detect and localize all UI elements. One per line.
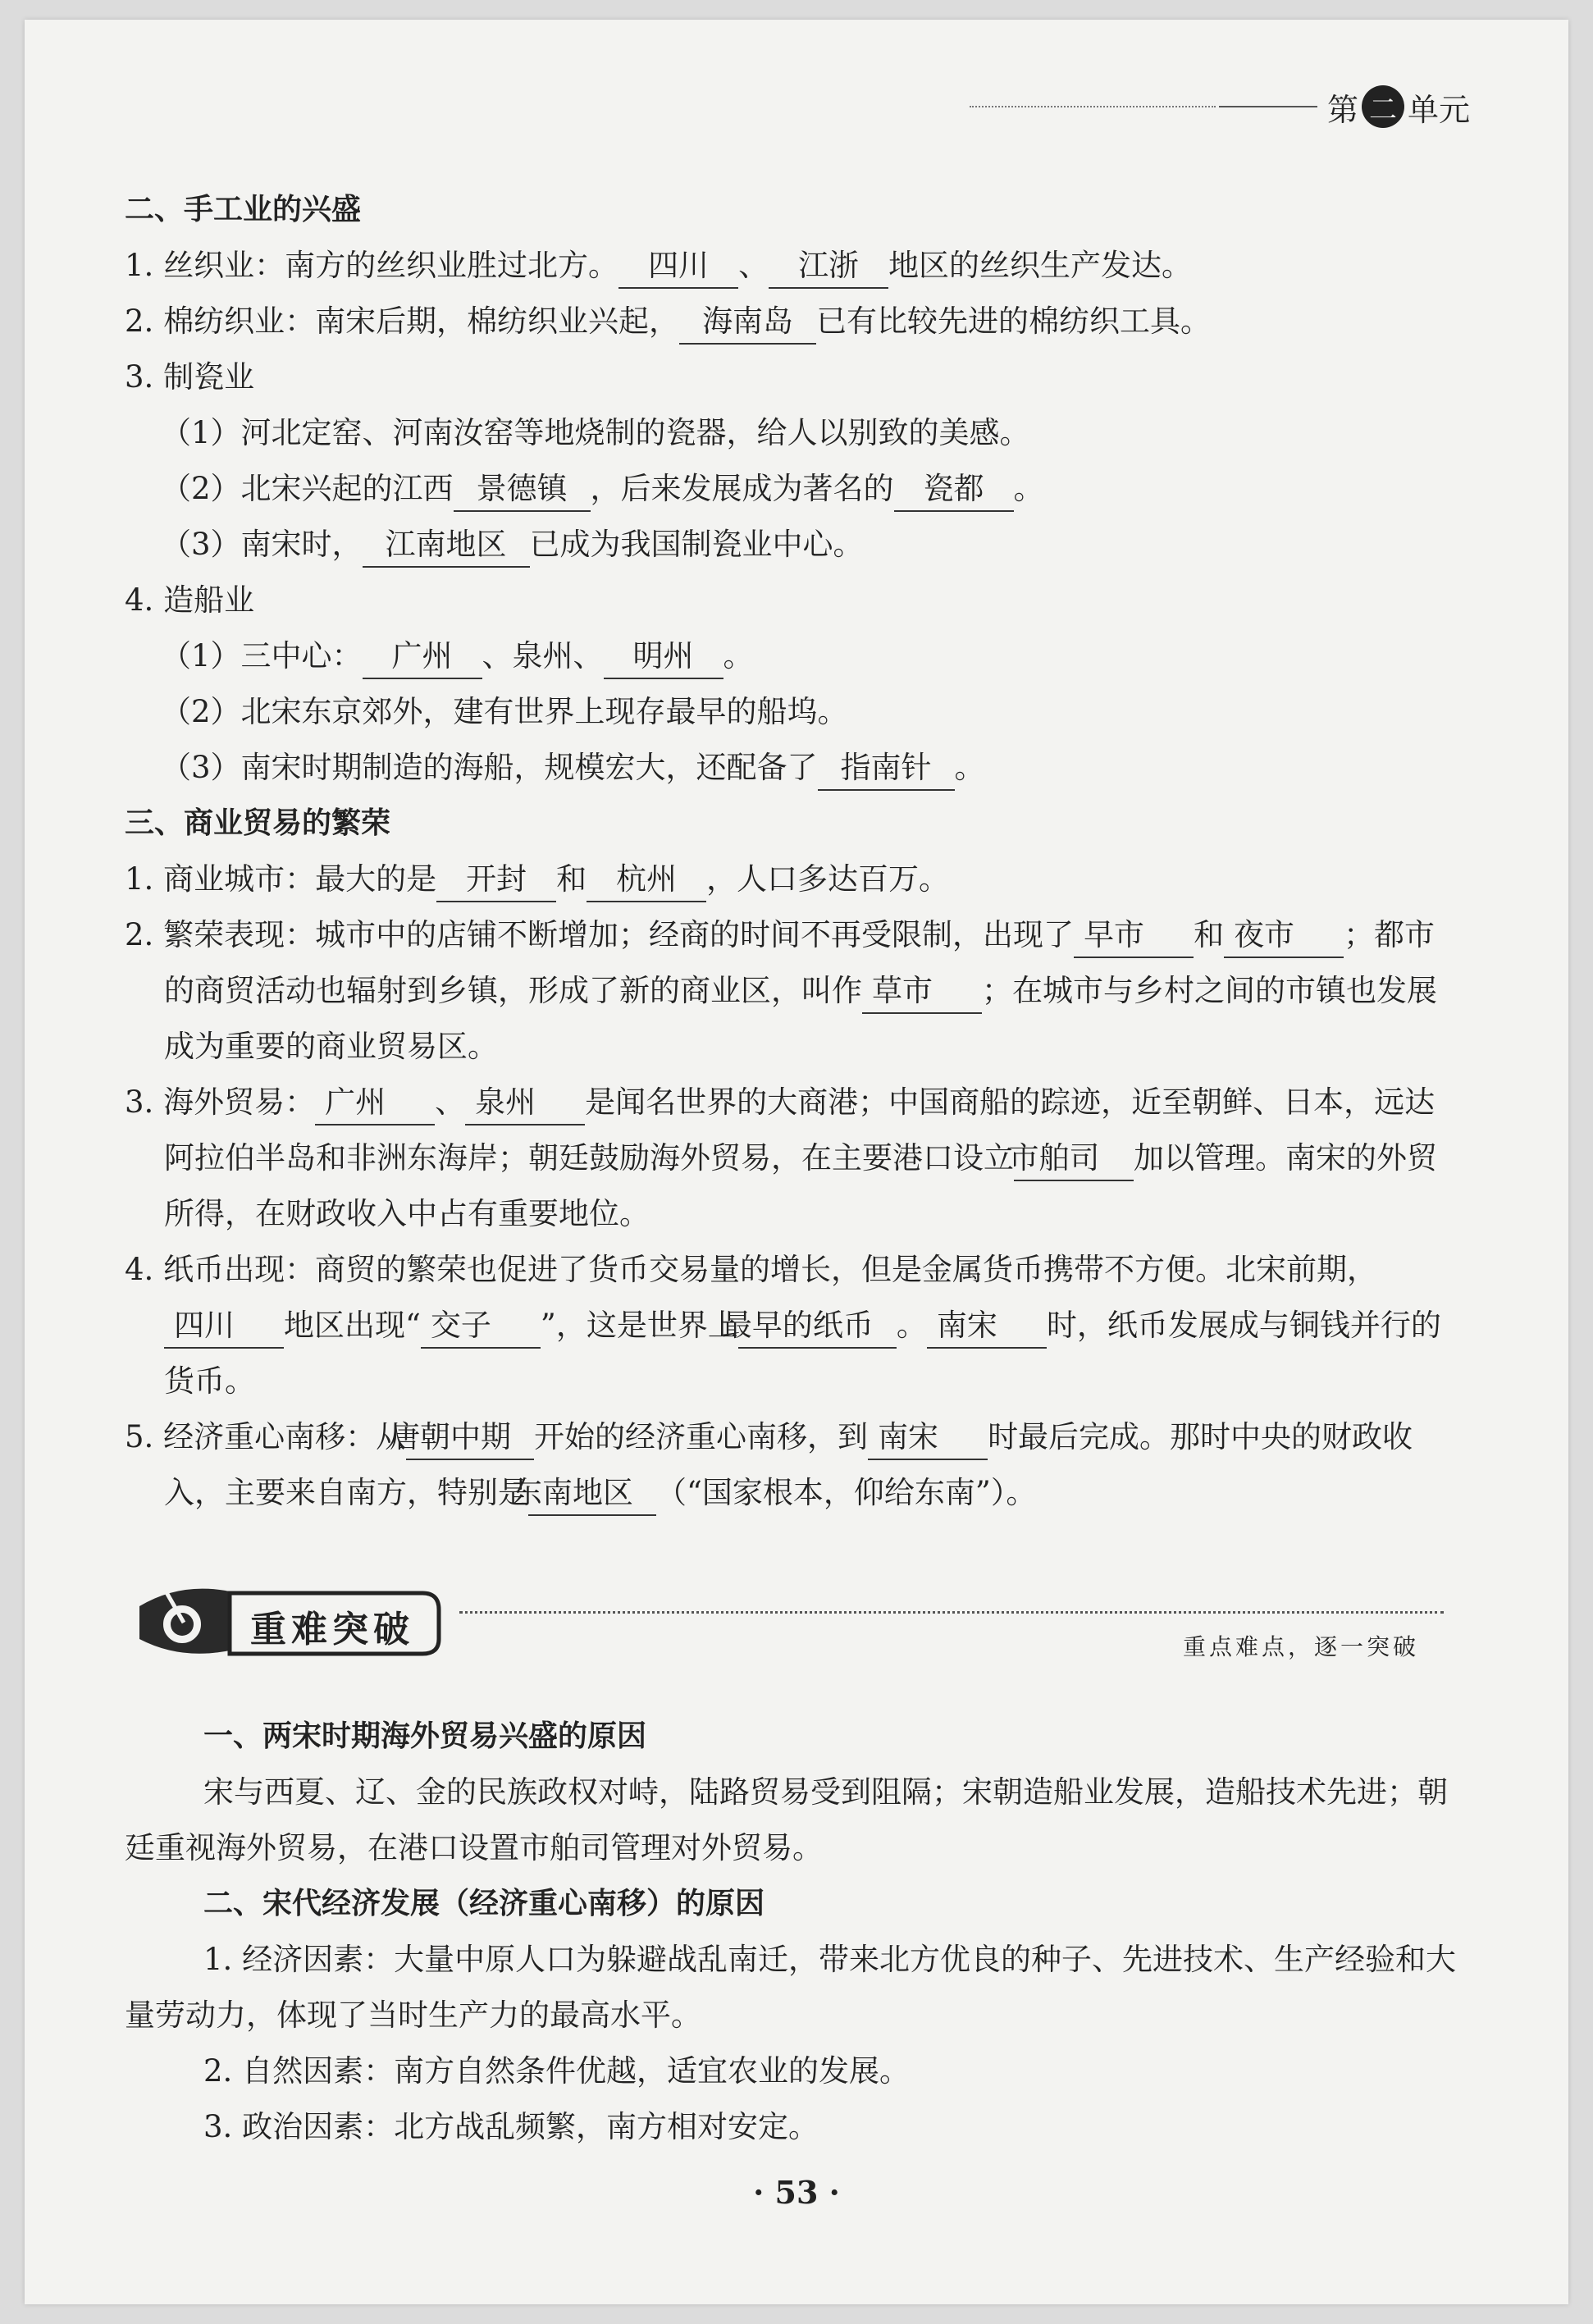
text: 已有比较先进的棉纺织工具。 <box>816 304 1212 339</box>
text: 时最后完成。那时中央的财政收入，主要来自南方，特别是 <box>164 1419 1413 1510</box>
analysis-section <box>125 1709 1470 2155</box>
item-porcelain-title: 3. 制瓷业 <box>125 359 255 395</box>
text: 4. 纸币出现：商贸的繁荣也促进了货币交易量的增长，但是金属货币携带不方便。北宋前期， <box>125 1252 1378 1287</box>
item-paper-money <box>125 1242 1462 1409</box>
text: 地区出现“ <box>284 1308 421 1343</box>
text: （2）北宋兴起的江西 <box>161 471 454 506</box>
text: ；在城市与乡村之间的市镇也发展成为重要的商业贸易区。 <box>164 973 1437 1064</box>
text: 已成为我国制瓷业中心。 <box>529 527 864 562</box>
analysis-paragraph-3: 2. 自然因素：南方自然条件优越，适宜农业的发展。 <box>203 2053 911 2089</box>
text: （3）南宋时期制造的海船，规模宏大，还配备了 <box>161 750 818 785</box>
text: 5. 经济重心南移：从 <box>125 1419 407 1454</box>
answer-blank: 早市 <box>1074 914 1194 958</box>
key-points-banner <box>131 1575 1444 1673</box>
unit-header <box>970 82 1470 131</box>
answer-blank: 广州 <box>363 635 482 679</box>
answer-blank: 指南针 <box>818 747 955 791</box>
answer-blank: 南宋 <box>927 1304 1047 1349</box>
section-title-commerce: 三、商业贸易的繁荣 <box>125 806 391 840</box>
answer-blank: 四川 <box>164 1304 284 1349</box>
item-ship-3 <box>125 740 1462 796</box>
answer-blank: 唐朝中期 <box>406 1416 534 1460</box>
analysis-heading-2: 二、宋代经济发展（经济重心南移）的原因 <box>203 1887 765 1920</box>
answer-blank: 四川 <box>618 244 738 289</box>
text: 地区的丝织生产发达。 <box>888 248 1193 283</box>
item-prosperity <box>125 907 1462 1075</box>
answer-blank: 广州 <box>315 1081 435 1125</box>
answer-blank: 海南岛 <box>679 300 816 345</box>
text: 。 <box>1013 471 1044 506</box>
unit-suffix: 单元 <box>1407 91 1470 128</box>
banner-subtitle: 重点难点，逐一突破 <box>1182 1633 1419 1660</box>
answer-blank: 杭州 <box>587 858 706 902</box>
text: 2. 繁荣表现：城市中的店铺不断增加；经商的时间不再受限制，出现了 <box>125 917 1075 952</box>
text: 是闻名世界的大商港；中国商船的踪迹，近至朝鲜、日本，远达阿拉伯半岛和非洲东海岸；朝廷鼓励海外贸易，在主要港口设立 <box>164 1084 1436 1176</box>
text: 加以管理。南宋的外贸所得，在财政收入中占有重要地位。 <box>164 1140 1437 1231</box>
text: （“国家根本，仰给东南”）。 <box>656 1475 1037 1510</box>
text: 、 <box>738 248 769 283</box>
answer-blank: 交子 <box>421 1304 541 1349</box>
answer-blank: 泉州 <box>465 1081 585 1125</box>
answer-blank: 明州 <box>604 635 723 679</box>
item-porcelain-1: （1）河北定窑、河南汝窑等地烧制的瓷器，给人以别致的美感。 <box>161 415 1030 450</box>
answer-blank: 江浙 <box>769 244 888 289</box>
text: 、泉州、 <box>482 638 604 673</box>
text: 开始的经济重心南移，到 <box>534 1419 869 1454</box>
answer-blank: 景德镇 <box>454 468 591 512</box>
text: 1. 商业城市：最大的是 <box>125 861 437 897</box>
answer-blank: 江南地区 <box>363 523 530 568</box>
text: 和 <box>1194 917 1225 952</box>
answer-blank: 市舶司 <box>1014 1137 1134 1181</box>
answer-blank: 东南地区 <box>528 1472 656 1516</box>
text: 。 <box>723 638 754 673</box>
main-content <box>125 182 1462 1521</box>
page-number: · 53 · <box>753 2174 840 2211</box>
item-overseas-trade <box>125 1075 1462 1242</box>
text: ，人口多达百万。 <box>706 861 950 897</box>
item-ship-2: （2）北宋东京郊外，建有世界上现存最早的船坞。 <box>161 694 848 729</box>
answer-blank: 瓷都 <box>894 468 1014 512</box>
item-porcelain-2 <box>125 461 1462 517</box>
item-economic-shift <box>125 1409 1462 1521</box>
unit-number-badge: 二 <box>1362 85 1404 128</box>
text: 和 <box>556 861 587 897</box>
answer-blank: 开封 <box>436 858 556 902</box>
item-cotton <box>125 294 1462 349</box>
text: 。 <box>896 1308 927 1343</box>
banner-dotted-rule <box>459 1611 1444 1614</box>
analysis-paragraph-1: 宋与西夏、辽、金的民族政权对峙，陆路贸易受到阻隔；宋朝造船业发展，造船技术先进；朝廷重视海外贸易，在港口设置市舶司管理对外贸易。 <box>125 1774 1448 1865</box>
item-city <box>125 852 1462 907</box>
text: 。 <box>954 750 985 785</box>
item-porcelain-3 <box>125 517 1462 573</box>
text: ；都市的商贸活动也辐射到乡镇，形成了新的商业区，叫作 <box>164 917 1436 1008</box>
item-silk <box>125 238 1462 294</box>
analysis-paragraph-4: 3. 政治因素：北方战乱频繁，南方相对安定。 <box>203 2109 819 2144</box>
item-ship-1 <box>125 628 1462 684</box>
analysis-paragraph-2: 1. 经济因素：大量中原人口为躲避战乱南迁，带来北方优良的种子、先进技术、生产经验和大量劳动力，体现了当时生产力的最高水平。 <box>125 1942 1457 2033</box>
header-solid-rule <box>1219 106 1317 107</box>
analysis-heading-1: 一、两宋时期海外贸易兴盛的原因 <box>203 1719 647 1753</box>
text: ，后来发展成为著名的 <box>590 471 894 506</box>
text: （1）三中心： <box>161 638 363 673</box>
text: 、 <box>435 1084 466 1120</box>
item-ship-title: 4. 造船业 <box>125 582 255 618</box>
answer-blank: 夜市 <box>1224 914 1344 958</box>
answer-blank: 草市 <box>862 970 982 1014</box>
banner-title: 重难突破 <box>250 1609 414 1651</box>
text: 2. 棉纺织业：南宋后期，棉纺织业兴起， <box>125 304 680 339</box>
header-dotted-rule <box>970 106 1216 107</box>
unit-prefix: 第 <box>1326 91 1358 128</box>
answer-blank: 最早的纸币 <box>738 1304 897 1349</box>
text: 1. 丝织业：南方的丝织业胜过北方。 <box>125 248 619 283</box>
text: 3. 海外贸易： <box>125 1084 316 1120</box>
text: 时，纸币发展成与铜钱并行的货币。 <box>164 1308 1441 1399</box>
answer-blank: 南宋 <box>868 1416 988 1460</box>
section-title-handicraft: 二、手工业的兴盛 <box>125 193 362 226</box>
text: （3）南宋时， <box>161 527 363 562</box>
text: ”，这是世界上 <box>540 1308 738 1343</box>
